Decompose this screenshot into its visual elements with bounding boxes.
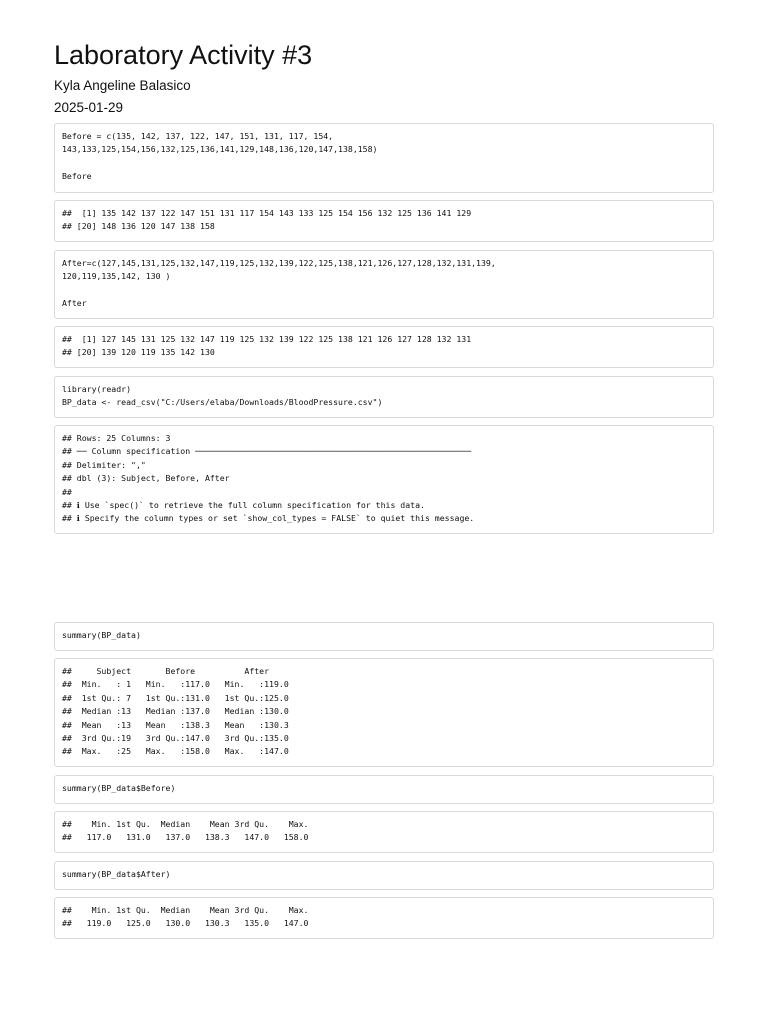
code-block-summary-data: summary(BP_data) (54, 622, 714, 651)
output-block-before: ## [1] 135 142 137 122 147 151 131 117 154 143 133 125 154 156 132 125 136 141 129 ## [20] 148 136 120 147 138 158 (54, 200, 714, 242)
output-block-summary-before: ## Min. 1st Qu. Median Mean 3rd Qu. Max. ## 117.0 131.0 137.0 138.3 147.0 158.0 (54, 811, 714, 853)
code-block-before: Before = c(135, 142, 137, 122, 147, 151, 131, 117, 154, 143,133,125,154,156,132,125,136,141,129,148,136,120,147,138,158) Before (54, 123, 714, 193)
code-block-after: After=c(127,145,131,125,132,147,119,125,132,139,122,125,138,121,126,127,128,132,131,139, 120,119,135,142, 130 ) After (54, 250, 714, 319)
output-block-summary-after: ## Min. 1st Qu. Median Mean 3rd Qu. Max. ## 119.0 125.0 130.0 130.3 135.0 147.0 (54, 897, 714, 939)
page-title: Laboratory Activity #3 (54, 40, 313, 70)
code-block-summary-after: summary(BP_data$After) (54, 861, 714, 890)
author-name: Kyla Angeline Balasico (54, 78, 191, 93)
output-block-summary-data: ## Subject Before After ## Min. : 1 Min. :117.0 Min. :119.0 ## 1st Qu.: 7 1st Qu.:131.0 1st Qu.:125.0 ## Median :13 Median :137.0 Median :130.0 ## Mean :13 Mean :138.3 Mean :130.3 ## 3rd Qu.:19 3rd Qu.:147.0 3rd Qu.:135.0 ## Max. :25 Max. :158.0 Max. :147.0 (54, 658, 714, 767)
code-block-summary-before: summary(BP_data$Before) (54, 775, 714, 804)
code-block-read-csv: library(readr) BP_data <- read_csv("C:/Users/elaba/Downloads/BloodPressure.csv") (54, 376, 714, 418)
document-date: 2025-01-29 (54, 100, 124, 115)
output-block-read-csv: ## Rows: 25 Columns: 3 ## ── Column specification ──────────────────────────────────────────────────────── ## Delimiter: "," ## dbl (3): Subject, Before, After ## ## ℹ Use `spec()` to retrieve the full column specification for this data. ## ℹ Specify the column types or set `show_col_types = FALSE` to quiet this message. (54, 425, 714, 534)
output-block-after: ## [1] 127 145 131 125 132 147 119 125 132 139 122 125 138 121 126 127 128 132 131 ## [20] 139 120 119 135 142 130 (54, 326, 714, 368)
